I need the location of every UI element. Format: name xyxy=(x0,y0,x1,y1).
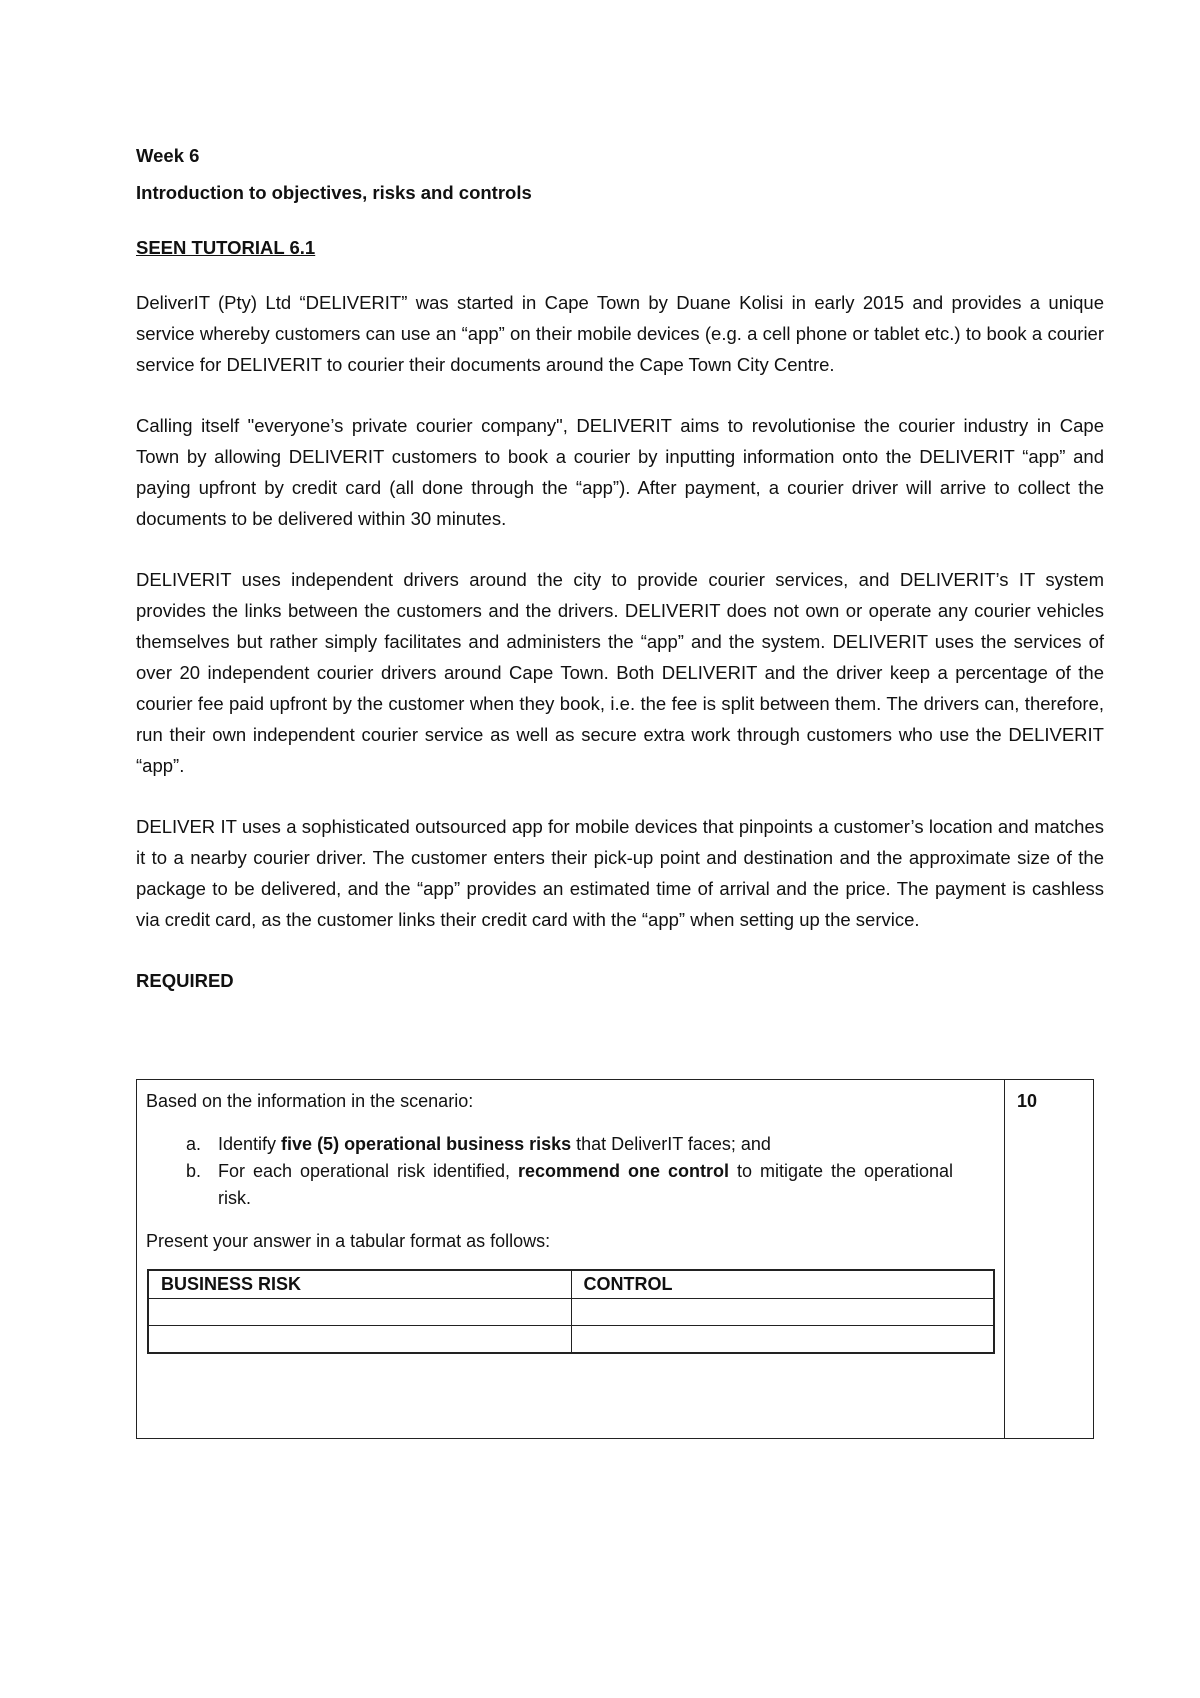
table-cell xyxy=(148,1299,571,1326)
answer-table-header-row xyxy=(148,1270,994,1299)
scenario-paragraph-1: DeliverIT (Pty) Ltd “DELIVERIT” was started in Cape Town by Duane Kolisi in early 2015 and provides a unique service whereby customers can use an “app” on their mobile devices (e.g. a cell phone or tablet etc.) to book a courier service for DELIVERIT to courier their documents around the Cape Town City Centre. xyxy=(136,292,1104,375)
question-item-b-pre: For each operational risk identified, xyxy=(218,1161,519,1181)
question-item-b-bold: recommend one control xyxy=(518,1161,729,1181)
table-cell xyxy=(571,1326,994,1354)
question-item-a xyxy=(206,1131,953,1158)
marks-cell xyxy=(1005,1080,1093,1438)
answer-table-header-risk: BUSINESS RISK xyxy=(148,1270,571,1299)
scenario-paragraph-2: Calling itself "everyone’s private courier company", DELIVERIT aims to revolutionise the courier industry in Cape Town by allowing DELIVERIT customers to book a courier by inputting information onto the DELIVERIT “app” and paying upfront by credit card (all done through the “app”). After payment, a courier driver will arrive to collect the documents to be delivered within 30 minutes. xyxy=(136,415,1104,529)
answer-table xyxy=(147,1269,995,1354)
scenario-paragraph-3: DELIVERIT uses independent drivers around the city to provide courier services, and DELIVERIT’s IT system provides the links between the customers and the drivers. DELIVERIT does not own or operate any courier vehicles themselves but rather simply facilitates and administers the “app” and the system. DELIVERIT uses the services of over 20 independent courier drivers around Cape Town. Both DELIVERIT and the driver keep a percentage of the courier fee paid upfront by the customer when they book, i.e. the fee is split between them. The drivers can, therefore, run their own independent courier service as well as secure extra work through customers who use the DELIVERIT “app”. xyxy=(136,569,1104,776)
question-item-a-post: that DeliverIT faces; and xyxy=(571,1134,771,1154)
question-item-a-pre: Identify xyxy=(218,1134,282,1154)
scenario-paragraph-4: DELIVER IT uses a sophisticated outsourced app for mobile devices that pinpoints a customer’s location and matches it to a nearby courier driver. The customer enters their pick-up point and destination and the approximate size of the package to be delivered, and the “app” provides an estimated time of arrival and the price. The payment is cashless via credit card, as the customer links their credit card with the “app” when setting up the service. xyxy=(136,816,1104,930)
answer-table-header-control: CONTROL xyxy=(571,1270,994,1299)
question-list xyxy=(146,1131,995,1212)
table-cell xyxy=(148,1326,571,1354)
topic-heading: Introduction to objectives, risks and controls xyxy=(136,182,532,203)
week-heading: Week 6 xyxy=(136,145,200,166)
required-heading: REQUIRED xyxy=(136,970,234,991)
question-item-a-bold: five (5) operational business risks xyxy=(281,1134,572,1154)
table-row xyxy=(148,1326,994,1354)
document-page xyxy=(136,140,1104,996)
table-cell xyxy=(571,1299,994,1326)
table-row xyxy=(148,1299,994,1326)
question-text-cell xyxy=(137,1080,1005,1438)
question-box xyxy=(136,1079,1094,1439)
question-item-b xyxy=(206,1158,953,1212)
question-intro: Based on the information in the scenario: xyxy=(146,1091,474,1111)
question-item-b-post: to mitigate the operational risk. xyxy=(218,1161,954,1208)
marks-value: 10 xyxy=(1017,1091,1038,1111)
question-present-instruction: Present your answer in a tabular format as follows: xyxy=(146,1231,551,1251)
tutorial-heading: SEEN TUTORIAL 6.1 xyxy=(136,237,316,258)
